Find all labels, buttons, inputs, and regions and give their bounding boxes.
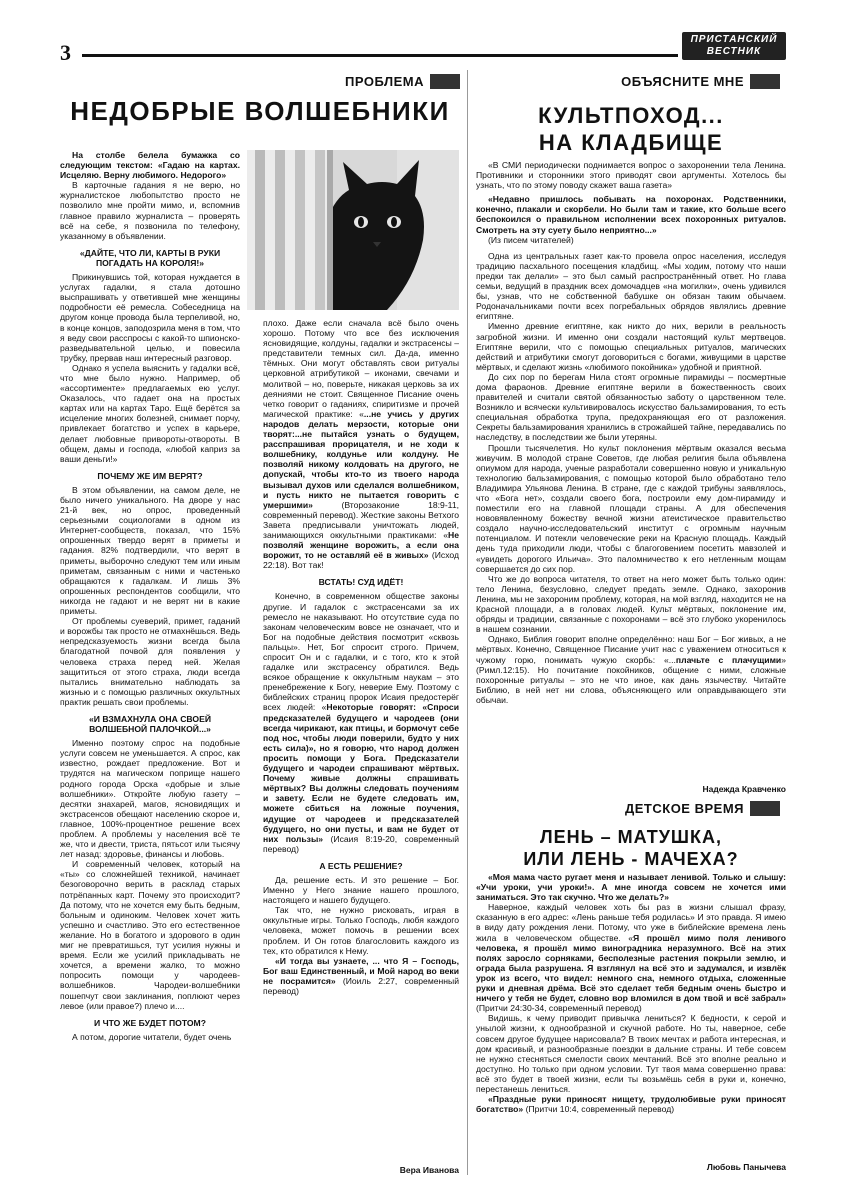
paragraph: От проблемы суеверий, примет, гаданий и ворожбы так просто не отмахнёшься. Ведь непредсказуемость жизни всегда была благодатной почвой для появления у человека страха перед ней. Желая защититься от этого страха, люди всегда пытались внимательно наблюдать за жизнью и с помощью различных оккультных практик решать свои проблемы. (60, 616, 240, 707)
paragraph (476, 902, 786, 1013)
section-label-problem (340, 73, 460, 90)
text-run: (Притчи 24:30-34, современный перевод) (476, 1003, 642, 1014)
paragraph: Одна из центральных газет как-то провела опрос населения, исследуя традицию пасхального посещения кладбищ. «Мы ходим, потому что наши предки так делали» – это был самый распространённый ответ. Но глава семьи, ведущий в праздник всех домочадцев «на могилки», очень удивился бы, узнав, что не собственной бабушке он обязан таким обычаем. Родоначальниками почти всех погребальных обрядов являлись древние египтяне. (476, 250, 786, 322)
reader-question: «В СМИ периодически поднимается вопрос о захоронении тела Ленина. Противники и сторонники этого приводят свои аргументы. Хотелось бы узнать, что по этому поводу скажет ваша газета» (476, 160, 786, 191)
paragraph: Что же до вопроса читателя, то ответ на него может быть только один: тело Ленина, безусловно, следует предать земле. Однако, захоронив Ленина, мы не захороним проблему, которая, на мой взгляд, находится не на Красной площади, а в головах людей. Культ мёртвых, поклонение им, обряды и традиции, связанные с похоронами – всё это глубоко укоренилось в нашем сознании. (476, 573, 786, 635)
paragraph: Видишь, к чему приводит привычка лениться? К бедности, к серой и унылой жизни, к однообразной и скучной работе. Но ты, наверное, себе совсем другое будущее нарисовала? В твоих мечтах и работа интересная, и дом красивый, и разнообразные поездки в дальние страны. И тебе совсем не нужно стесняться смелости своих мечтаний. Всё это вполне реально и доступно. Но только при одном условии. Тут твоя мама совершенно права: всё это будет в твоей жизни, если ты возьмёшь себя в руки и, конечно, перестанешь лениться. (476, 1013, 786, 1094)
subheading: «И ВЗМАХНУЛА ОНА СВОЕЙ ВОЛШЕБНОЙ ПАЛОЧКОЙ...» (88, 713, 212, 735)
section-title: ПРОБЛЕМА (345, 74, 424, 89)
paragraph: Да, решение есть. И это решение – Бог. Именно у Него знание нашего прошлого, настоящего и нашего будущего. (263, 874, 459, 906)
scripture-quote: ...не учись у других народов делать мерзости, которые они творят:...не пытайся узнать о будущем, расспрашивая прорицателя, и не ходи к волшебнику, колдунье или колдуну. Не позволяй никому колдовать на другого, не допускай, чтобы кто-то из твоего народа вызывал духов или сделался волшебником, и пусть никто не пытается говорить с умершими» (263, 408, 459, 510)
headline-line: НА КЛАДБИЩЕ (538, 130, 724, 155)
masthead-line-2: ВЕСТНИК (706, 46, 762, 57)
paragraph: В карточные гадания я не верю, но журналистское любопытство просто не позволило мне пройти мимо, и, вспомнив главное правило журналиста – проверять всё на себе, я позвонила по телефону, указанному в объявлении. (60, 180, 240, 241)
section-label-kids (580, 800, 780, 817)
section-title: ОБЪЯСНИТЕ МНЕ (621, 74, 744, 89)
left-article-column-1 (60, 150, 240, 1180)
scripture-quote: «Праздные руки приносят нищету, трудолюбивые руки приносят богатство» (476, 1094, 786, 1115)
subheading: А ЕСТЬ РЕШЕНИЕ? (319, 860, 403, 871)
text-run: (Второзаконие 18:9-11, современный перевод). Жесткие законы Ветхого Завета предписывали уничтожать людей, занимающихся оккультными практиками: « (263, 499, 459, 540)
intro-text: На столбе белела бумажка со следующим текстом: «Гадаю на картах. Исцеляю. Верну любимого. Недорого» (60, 150, 240, 181)
header-rule (82, 54, 678, 57)
quote-source: (Из писем читателей) (488, 234, 574, 245)
newspaper-masthead (682, 32, 786, 60)
paragraph: Прикинувшись той, которая нуждается в услугах гадалки, я стала дотошно выспрашивать у ответившей мне женщины подробности её ремесла. Собеседница на другом конце провода была терпеливой, но, в конце концов, заподозрила меня в том, что я веду свои расспросы с какой-то шпионско-разведывательной целью, и повесила трубку, прервав наш интересный разговор. (60, 272, 240, 363)
subheading: ВСТАТЬ! СУД ИДЁТ! (318, 577, 404, 588)
scripture-quote: плачьте с плачущими (675, 654, 782, 665)
text-run: (Притчи 10:4, современный перевод) (523, 1104, 675, 1115)
paragraph: Именно древние египтяне, как никто до них, верили в реальность загробной жизни. И именно они создали настоящий культ мертвецов. Египтяне верили, что с помощью специальных ритуалов, магических действий и атрибутики смогут договориться с богами, живущими в царстве мёртвых, и сделают жизнь «любимого покойника» удобной и приятной. (476, 321, 786, 372)
text-run: Конечно, в современном обществе законы другие. И гадалок с экстрасенсами за их ремесло не наказывают. Но отсутствие суда по законам человеческим вовсе не означает, что и Бог на подобные действия посмотрит «сквозь пальцы». Нет, Бог спросит строго. Причем, спросит Он и с гадалки, и с того, кто к этой гадалке или экстрасенсу обратился. Ведь всякое обращение к оккультным наукам – это пренебрежение к Богу, неверие Ему. Поэтому с библейских страниц пророк Исаия предостерёг всех людей: « (263, 591, 459, 713)
author-signature: Надежда Кравченко (702, 784, 786, 794)
paragraph: Так что, не нужно рисковать, играя в оккультные игры. Только Господь, любя каждого человека, может помочь в решении всех проблем. И Он готов благословить каждого из тех, кто обратился к Нему. (263, 905, 459, 956)
text-run: плохо. Даже если сначала всё было очень хорошо. Потому что все без исключения ясновидящие, колдуны, гадалки и экстрасенсы – представители темных сил. Да-да, именно тёмных. Они могут обставлять свои ритуалы церковной атрибутикой – иконами, свечами и молитвой – но, поверьте, никакая церковь за их деяниями не стоит. Священное Писание очень четко говорит о гаданиях, спиритизме и прочей магической практике: « (263, 318, 459, 419)
column-divider (467, 70, 468, 1175)
reader-question: «Моя мама часто ругает меня и называет ленивой. Только и слышу: «Учи уроки, учи уроки!». А мне иногда совсем не хочется ими заниматься. Это так скучно. Что же делать?» (476, 872, 786, 903)
author-signature: Вера Иванова (399, 1165, 459, 1175)
scripture-quote: Не позволяй женщине ворожить, а если она ворожит, то не оставляй её в живых» (263, 529, 459, 561)
section-marker (750, 801, 780, 816)
paragraph (263, 956, 459, 996)
text-run: (Иоиль 2:27, современный перевод) (263, 975, 459, 996)
text-run: (Исход 22:18). Вот так! (263, 550, 459, 571)
text-run: Наверное, каждый человек хоть бы раз в жизни слышал фразу, сказанную в его адрес: «Лень раньше тебя родилась» И это правда. Я имею в виду дату рождения лени. Потому, что уже в библейские времена лень жила в человеческом обществе. « (476, 902, 786, 943)
subheading: «ДАЙТЕ, ЧТО ЛИ, КАРТЫ В РУКИ ПОГАДАТЬ НА КОРОЛЯ!» (79, 247, 221, 268)
right-article-body (476, 160, 786, 782)
headline-line: ЛЕНЬ – МАТУШКА, (540, 827, 722, 847)
section-label-explain (580, 73, 780, 90)
scripture-quote: Я прошёл мимо поля ленивого человека, я прошёл мимо виноградника неразумного. Всё на этих полях заросло сорняками, бесполезные растения покрыли землю, и ограда была разрушена. Я взглянул на всё это и задумался, и извлёк урок из всего, что видел: немного сна, немного отдыха, сложенные руки и дневная дрёма. Всё это сделает тебя бедным очень быстро и ничего у тебя не будет, словно вор вломился в дом твой и всё забрал» (476, 932, 786, 1004)
headline-line: ИЛИ ЛЕНЬ - МАЧЕХА? (523, 849, 739, 869)
headline-line: КУЛЬТПОХОД... (538, 103, 724, 128)
paragraph: В этом объявлении, на самом деле, не было ничего уникального. На дворе у нас 21-й век, но опрос, проведенный серьезными социологами в одном из Интернет-сообществ, показал, что 15% опрошенных твердо верят в приметы и гадания. 82% подтвердили, что верят в приметы, выборочно следуют тем или иным приметам, связанным с ними и частенько обращаются к гадалкам. И лишь 3% опрошенных респондентов сообщили, что никогда не гадают и не верят ни в какие приметы. (60, 484, 240, 617)
scripture-quote: Некоторые говорят: «Спроси предсказателей будущего и чародеев (они всегда чирикают, как птицы, и бормочут себе под нос, чтобы люди поверили, будто у них есть сила)», но я говорю, что народ должен просить помощи у Бога. Предсказатели будущего и чародеи спрашивают мёртвых. Почему живые должны спрашивать мёртвых? Вы должны следовать поучениям и завету. Если не будете следовать им, можете сбиться на ложные поучения, идущие от чародеев и предсказателей будущего, но они пусты, и вам не будет от них пользы» (263, 702, 459, 844)
page-number: 3 (60, 40, 71, 65)
text-run: Однако, Библия говорит вполне определённо: наш Бог – Бог живых, а не мёртвых. Конечно, Священное Писание учит нас с уважением относиться к чужому горю, понимать чужую скорбь: «... (476, 634, 786, 665)
paragraph: Прошли тысячелетия. Но культ поклонения мёртвым оказался весьма живучим. В молодой стране Советов, где любая религия была объявлена опиумом для народа, ученые разработали совершенно новую и уникальную технологию бальзамирования, с помощью которой было обработано тело Владимира Ульянова Ленина. В стране, где с каждой трибуны заявлялось, что «Бога нет», создали своего бога, построили ему дом-пирамиду и поместили его на главной площади страны. А для обеспечения нововявленному божеству вечной жизни атеистическое правительство создало научно-исследовательский институт с огромным научным потенциалом. И потекли человеческие реки на Красную площадь. Каждый день туда приходили люди, чтобы с благоговением посетить мавзолей и «увидеть дорогого Ильича». Это паломничество к его нетленным мощам совершается до сих пор. (476, 442, 786, 574)
section-marker (430, 74, 460, 89)
author-signature: Любовь Панычева (706, 1162, 786, 1172)
text-run: (Исаия 8:19-20, современный перевод) (263, 833, 459, 854)
subheading: ПОЧЕМУ ЖЕ ИМ ВЕРЯТ? (97, 470, 203, 481)
paragraph: И современный человек, который на «ты» со сложнейшей техникой, начинает безоговорочно верить в расклад старых потрёпанных карт. Почему это происходит? Да потому, что не хочется ему быть бедным, больным и одиноким. Человек хочет жить успешно и счастливо. Это его естественное желание. Но в богатого и здорового в один миг не превратишься, тут усилия нужны и время. Если же усилий прикладывать не хочется, а времени жалко, то можно попросить помощи у чародеев-волшебников. Чародеи-волшебники пошепчут свои заклинания, поплюют через левое (или правое?) плечо и.... (60, 859, 240, 1011)
cat-photo (247, 150, 459, 310)
section-title: ДЕТСКОЕ ВРЕМЯ (625, 801, 744, 816)
left-article-column-2 (263, 318, 459, 1163)
paragraph: Однако я успела выяснить у гадалки всё, что мне было нужно. Например, об «ассортименте» предлагаемых ею услуг. Оказалось, что гадает она на простых картах или на картах Таро. Ещё берётся за исцеление многих болезней, снимает порчу, привлекает богатство и успех в карьере, делает любовные привороты-отвороты. В общем, дамы и господа, «любой каприз за ваши деньги!» (60, 362, 240, 464)
paragraph: Именно поэтому спрос на подобные услуги совсем не уменьшается. А спрос, как известно, рождает предложение. Вот и трудятся на магическом поприще нашего родного города Орска «добрые и злые волшебники». Откройте любую газету – десятки знахарей, магов, ясновидящих и экстрасенсов обещают населению скорое и, главное, 100%-процентное решение всех проблем. А проблемы у населения всё те же, что и двести, триста, пятьсот или тысячу лет назад: здоровье, финансы и любовь. (60, 738, 240, 860)
article-headline (476, 826, 786, 870)
paragraph (476, 1094, 786, 1114)
article-headline: НЕДОБРЫЕ ВОЛШЕБНИКИ (70, 96, 450, 126)
bottom-article-body (476, 872, 786, 1160)
scripture-quote: «И тогда вы узнаете, ... что Я – Господь, Бог ваш Единственный, и Мой народ во веки не посрамится» (263, 955, 459, 986)
subheading: И ЧТО ЖЕ БУДЕТ ПОТОМ? (94, 1017, 206, 1028)
section-marker (750, 74, 780, 89)
paragraph (476, 634, 786, 705)
article-headline (476, 102, 786, 156)
reader-quote: «Недавно пришлось побывать на похоронах. Родственники, конечно, плакали и скорбели. Но были там и такие, кто больше всего беспокоился о правильном исполнении всех похоронных ритуалов. Смотреть на эту суету было неприятно...» (476, 194, 786, 235)
masthead-line-1: ПРИСТАНСКИЙ (690, 34, 778, 45)
paragraph (263, 318, 459, 570)
black-cat-image (247, 150, 459, 310)
paragraph (263, 591, 459, 853)
paragraph: А потом, дорогие читатели, будет очень (72, 1031, 232, 1042)
paragraph: До сих пор по берегам Нила стоят огромные пирамиды – посмертные дома фараонов. Древние египтяне верили в божественность своих правителей и считали святой обязанностью заботу о царственном теле. Возникло и всячески культивировалось искусство бальзамирования, то есть специальная обработка трупа, предохраняющая его от разложения. Секреты бальзамирования хранились в строжайшей тайне, передавались по наследству, в последствии же были утеряны. (476, 371, 786, 443)
text-run: » (Римл.12:15). Но почитание покойников, общение с ними, сложные похоронные ритуалы – это не что иное, как дань язычеству. Читайте Библию, в ней нет ни слова, объясняющего или оправдывающего эти обычаи. (476, 654, 786, 705)
